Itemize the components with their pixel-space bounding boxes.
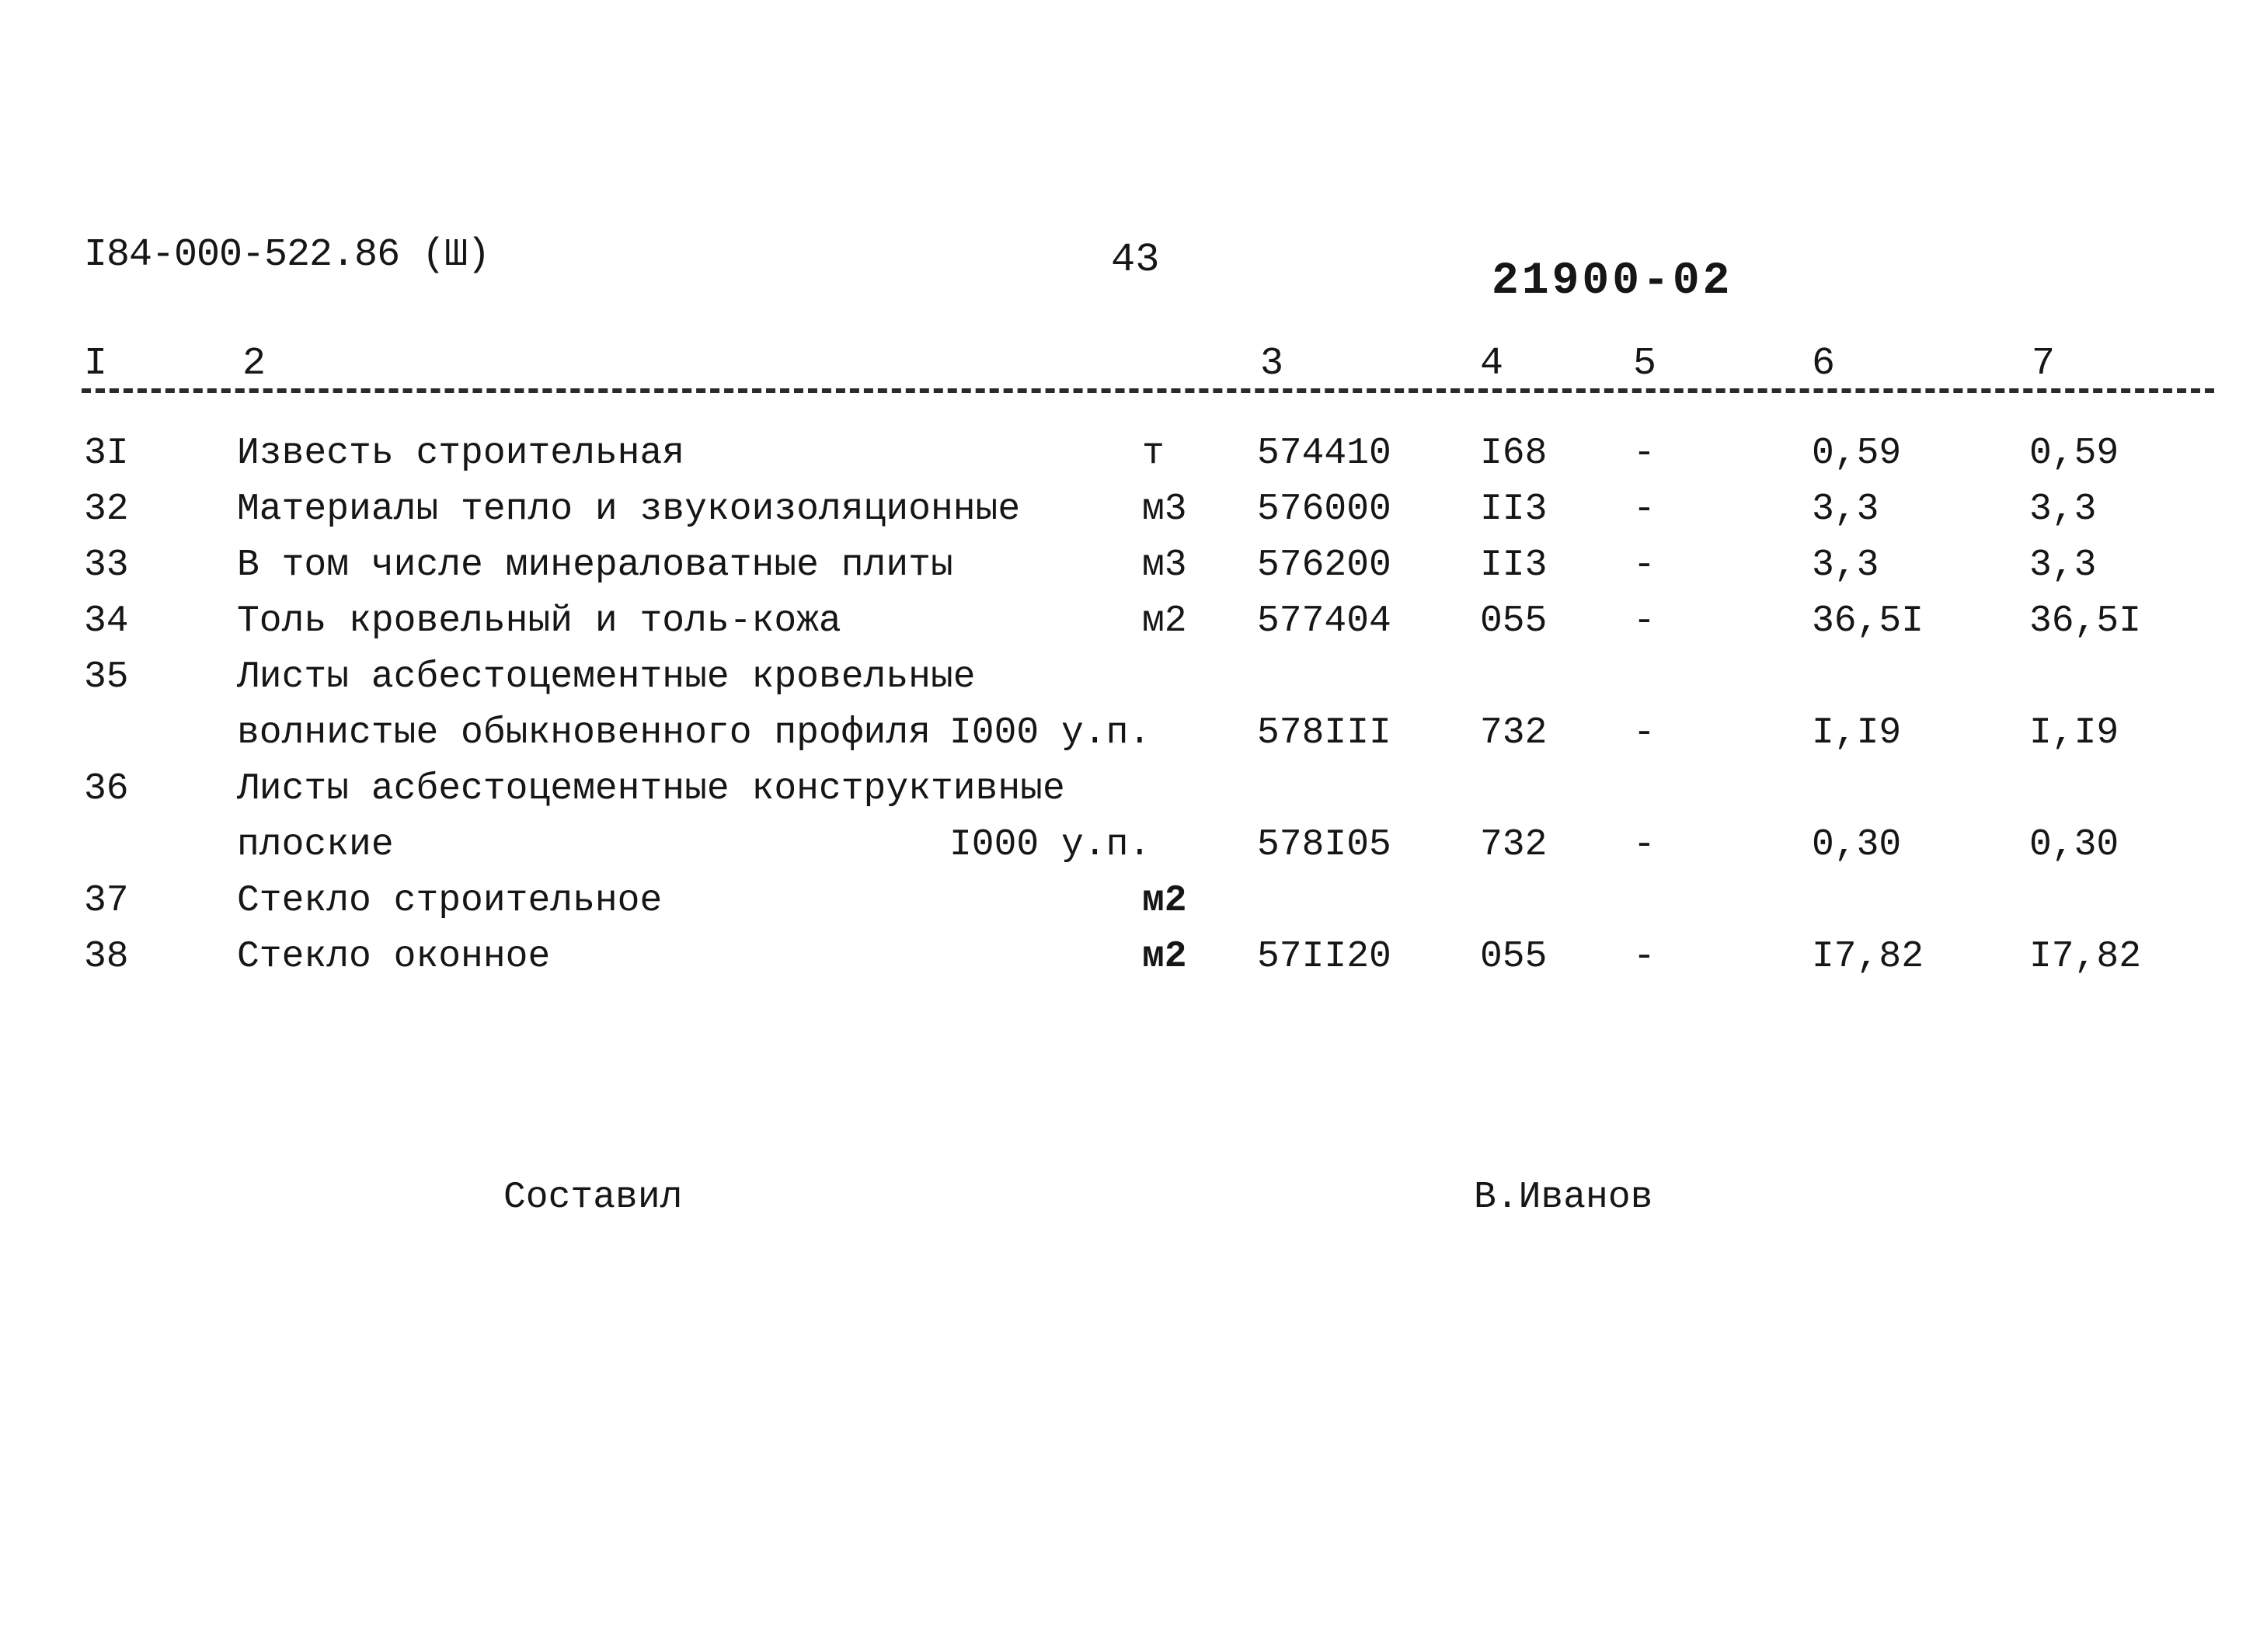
column-header-7: 7: [2032, 342, 2056, 386]
unit: I000 у.п.: [949, 712, 1151, 754]
materials-table: [0, 433, 2267, 992]
unit: м2: [1142, 880, 1187, 922]
material-name: Известь строительная: [237, 433, 685, 475]
table-row: [0, 768, 2267, 880]
unit: м3: [1142, 544, 1187, 586]
column-5-value: -: [1633, 824, 1656, 866]
column-6-value: 3,3: [1812, 544, 1879, 586]
column-header-1: I: [84, 342, 108, 386]
column-6-value: 0,30: [1812, 824, 1902, 866]
material-code: 577404: [1257, 600, 1391, 642]
material-code: 574410: [1257, 433, 1391, 475]
column-5-value: -: [1633, 600, 1656, 642]
group-code: 055: [1480, 936, 1548, 978]
row-number: 35: [84, 656, 129, 698]
row-number: 37: [84, 880, 129, 922]
unit: т: [1142, 433, 1165, 475]
compiled-by-label: Составил: [503, 1177, 683, 1219]
row-number: 36: [84, 768, 129, 810]
column-6-value: 0,59: [1812, 433, 1902, 475]
material-code: 576200: [1257, 544, 1391, 586]
column-7-value: 3,3: [2029, 489, 2097, 530]
unit: м2: [1142, 600, 1187, 642]
column-header-4: 4: [1480, 342, 1504, 386]
column-6-value: I7,82: [1812, 936, 1924, 978]
material-name-line-2: волнистые обыкновенного профиля: [237, 712, 931, 754]
material-name: В том числе минераловатные плиты: [237, 544, 953, 586]
material-code: 57II20: [1257, 936, 1391, 978]
material-name: Стекло строительное: [237, 880, 663, 922]
group-code: I68: [1480, 433, 1548, 475]
material-code: 578I05: [1257, 824, 1391, 866]
material-name: Стекло оконное: [237, 936, 551, 978]
table-row: [0, 489, 2267, 544]
row-number: 38: [84, 936, 129, 978]
column-7-value: I7,82: [2029, 936, 2142, 978]
unit: м2: [1142, 936, 1187, 978]
column-7-value: 3,3: [2029, 544, 2097, 586]
column-6-value: 36,5I: [1812, 600, 1924, 642]
table-row: [0, 433, 2267, 489]
group-code: II3: [1480, 544, 1548, 586]
material-name-line-1: Листы асбестоцементные кровельные: [237, 656, 976, 698]
page-number: 43: [1111, 237, 1160, 283]
column-header-2: 2: [242, 342, 266, 386]
table-row: [0, 880, 2267, 936]
group-code: II3: [1480, 489, 1548, 530]
group-code: 055: [1480, 600, 1548, 642]
material-name-line-1: Листы асбестоцементные конструктивные: [237, 768, 1065, 810]
unit: м3: [1142, 489, 1187, 530]
table-row: [0, 656, 2267, 768]
compiler-name: В.Иванов: [1474, 1177, 1653, 1219]
column-header-3: 3: [1260, 342, 1284, 386]
row-number: 34: [84, 600, 129, 642]
column-5-value: -: [1633, 489, 1656, 530]
header-divider: [82, 388, 2214, 393]
column-6-value: I,I9: [1812, 712, 1902, 754]
column-6-value: 3,3: [1812, 489, 1879, 530]
group-code: 732: [1480, 824, 1548, 866]
column-7-value: 36,5I: [2029, 600, 2142, 642]
table-row: [0, 544, 2267, 600]
column-header-5: 5: [1633, 342, 1657, 386]
row-number: 3I: [84, 433, 129, 475]
table-row: [0, 600, 2267, 656]
material-name: Материалы тепло и звукоизоляционные: [237, 489, 1021, 530]
unit: I000 у.п.: [949, 824, 1151, 866]
material-code: 576000: [1257, 489, 1391, 530]
column-5-value: -: [1633, 936, 1656, 978]
material-name: Толь кровельный и толь-кожа: [237, 600, 841, 642]
column-7-value: 0,30: [2029, 824, 2119, 866]
column-header-6: 6: [1812, 342, 1836, 386]
document-code: I84-000-522.86 (Ш): [84, 233, 490, 277]
column-5-value: -: [1633, 433, 1656, 475]
column-5-value: -: [1633, 712, 1656, 754]
column-7-value: I,I9: [2029, 712, 2119, 754]
group-code: 732: [1480, 712, 1548, 754]
document-number: 21900-02: [1492, 256, 1733, 307]
column-7-value: 0,59: [2029, 433, 2119, 475]
row-number: 33: [84, 544, 129, 586]
column-5-value: -: [1633, 544, 1656, 586]
material-name-line-2: плоские: [237, 824, 394, 866]
table-row: [0, 936, 2267, 992]
material-code: 578III: [1257, 712, 1391, 754]
row-number: 32: [84, 489, 129, 530]
